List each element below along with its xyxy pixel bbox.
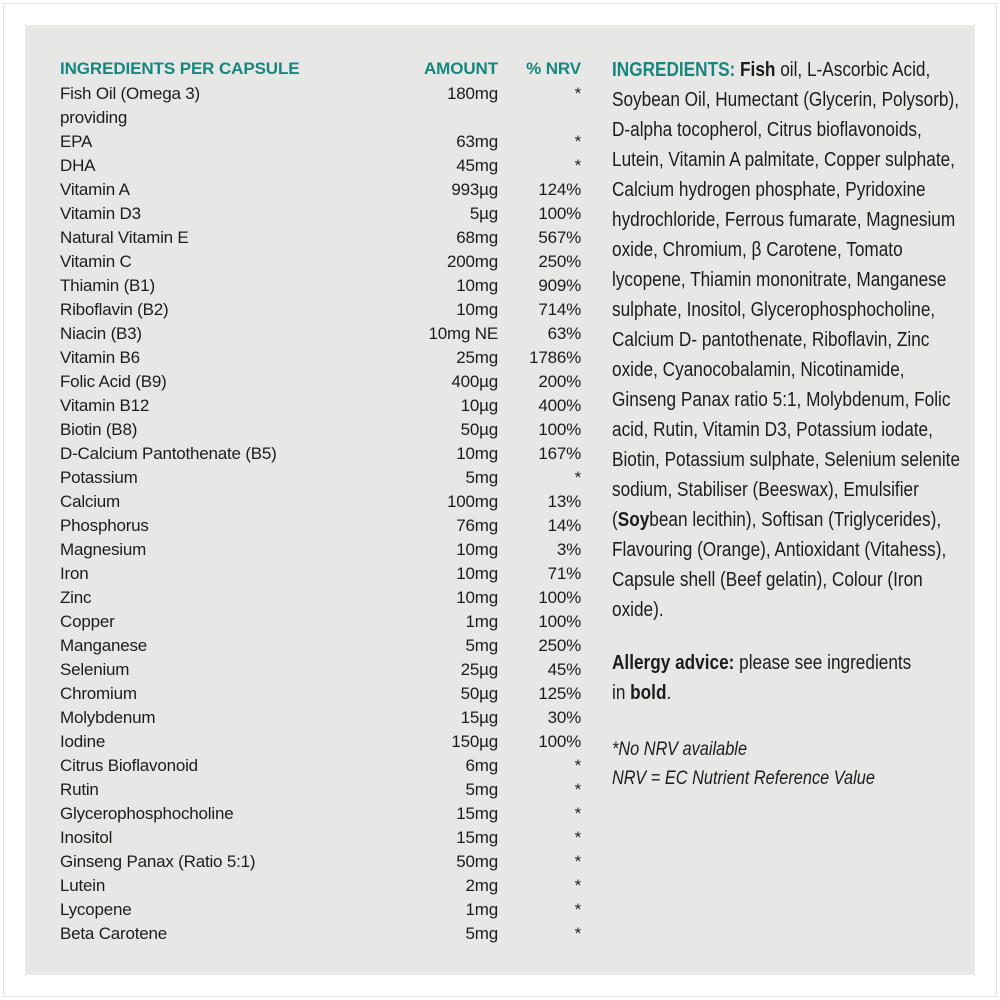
table-row [60, 802, 581, 826]
ingredient-name: Iodine [60, 732, 106, 751]
table-row [60, 298, 581, 322]
ingredients-column [612, 55, 966, 793]
ingredient-name: Inositol [60, 828, 113, 847]
ingredient-name: Fish Oil (Omega 3) [60, 84, 200, 103]
ingredient-name: Vitamin D3 [60, 204, 141, 223]
ingredient-amount: 10mg NE [428, 324, 498, 343]
ingredient-nrv: * [574, 900, 581, 919]
ingredient-name: providing [60, 108, 128, 127]
ingredient-amount [378, 106, 498, 130]
table-row [60, 730, 581, 754]
ingredient-name: Thiamin (B1) [60, 276, 155, 295]
ingredient-name: Lutein [60, 876, 106, 895]
ingredient-amount: 993µg [451, 180, 498, 199]
table-row [60, 178, 581, 202]
ingredient-amount: 50mg [456, 852, 498, 871]
table-row [60, 682, 581, 706]
ingredient-nrv: 167% [538, 444, 581, 463]
ingredient-name: Beta Carotene [60, 924, 168, 943]
ingredient-name: Vitamin B6 [60, 348, 140, 367]
ingredient-amount: 5mg [465, 468, 498, 487]
table-row [60, 442, 581, 466]
ingredient-nrv: * [574, 756, 581, 775]
table-row [60, 466, 581, 490]
ingredient-amount: 15µg [460, 708, 498, 727]
ingredient-name: Potassium [60, 468, 138, 487]
table-row [60, 106, 581, 130]
table-row [60, 706, 581, 730]
ingredient-amount: 5µg [469, 204, 498, 223]
allergy-line1-rest: please see ingredients [734, 652, 912, 674]
ingredient-name: Vitamin B12 [60, 396, 150, 415]
table-row [60, 562, 581, 586]
table-row [60, 418, 581, 442]
ingredients-paragraph [612, 55, 966, 625]
ingredient-name: D-Calcium Pantothenate (B5) [60, 444, 277, 463]
ingredient-amount: 10mg [456, 540, 498, 559]
ingredient-name: Iron [60, 564, 89, 583]
ingredient-name: Lycopene [60, 900, 132, 919]
table-row [60, 274, 581, 298]
ingredient-name: Phosphorus [60, 516, 149, 535]
ingredient-nrv: 63% [547, 324, 581, 343]
table-row [60, 874, 581, 898]
table-row [60, 754, 581, 778]
table-row [60, 922, 581, 946]
ingredient-amount: 10mg [456, 300, 498, 319]
table-row [60, 850, 581, 874]
ingredient-amount: 1mg [465, 612, 498, 631]
ingredient-nrv: 124% [538, 180, 581, 199]
ingredient-amount: 6mg [465, 756, 498, 775]
table-row [60, 154, 581, 178]
ingredient-amount: 10mg [456, 564, 498, 583]
ingredient-amount: 400µg [451, 372, 498, 391]
ingredient-name: Calcium [60, 492, 121, 511]
ingredient-name: Rutin [60, 780, 99, 799]
table-row [60, 322, 581, 346]
ingredient-name: Chromium [60, 684, 137, 703]
ingredient-nrv: * [574, 84, 581, 103]
table-row [60, 586, 581, 610]
ingredient-amount: 50µg [460, 684, 498, 703]
table-row [60, 898, 581, 922]
table-row [60, 394, 581, 418]
column-header-amount: AMOUNT [424, 59, 498, 78]
ingredient-nrv: * [574, 132, 581, 151]
ingredient-nrv: * [574, 828, 581, 847]
ingredient-name: Biotin (B8) [60, 420, 138, 439]
table-body [60, 82, 581, 946]
ingredient-nrv: 1786% [529, 348, 581, 367]
label-panel [25, 25, 975, 975]
ingredient-name: EPA [60, 132, 93, 151]
table-row [60, 538, 581, 562]
ingredient-nrv: * [574, 924, 581, 943]
ingredient-amount: 180mg [447, 84, 498, 103]
ingredient-amount: 25µg [460, 660, 498, 679]
allergy-line2-pre: in [612, 682, 631, 704]
ingredient-nrv: * [574, 852, 581, 871]
ingredients-body-main: oil, L-Ascorbic Acid, Soybean Oil, Humectant (Glycerin, Polysorb), D-alpha tocopherol, Citrus bioflavonoids, Lutein, Vitamin A palmitate, Copper sulphate, Calcium hydrogen phosphate, Pyridoxine hydrochloride, Ferrous fumarate, Magnesium oxide, Chromium, β Carotene, Tomato lycopene, Thiamin mononitrate, Manganese sulphate, Inositol, Glycerophosphocholine, Calcium D- pantothenate, Riboflavin, Zinc oxide, Cyanocobalamin, Nicotinamide, Ginseng Panax ratio 5:1, Molybdenum, Folic acid, Rutin, Vitamin D3, Potassium iodate, Biotin, Potassium sulphate, Selenium selenite sodium, Stabiliser (Beeswax), Emulsifier ( [612, 59, 961, 531]
footnote-nrv-definition: NRV = EC Nutrient Reference Value [612, 768, 875, 789]
ingredients-bold-soy: Soy [617, 509, 650, 531]
table-row [60, 634, 581, 658]
ingredient-nrv: 100% [538, 420, 581, 439]
ingredient-nrv: 71% [547, 564, 581, 583]
allergy-advice [612, 648, 966, 708]
ingredient-nrv: 45% [547, 660, 581, 679]
ingredient-nrv: 714% [538, 300, 581, 319]
ingredient-amount: 5mg [465, 780, 498, 799]
table-row [60, 826, 581, 850]
ingredient-nrv: 567% [538, 228, 581, 247]
ingredient-nrv: 200% [538, 372, 581, 391]
ingredient-name: Citrus Bioflavonoid [60, 756, 198, 775]
ingredient-name: Niacin (B3) [60, 324, 142, 343]
table-row [60, 370, 581, 394]
table-row [60, 250, 581, 274]
ingredient-nrv: 3% [556, 540, 581, 559]
ingredient-amount: 1mg [465, 900, 498, 919]
ingredient-amount: 25mg [456, 348, 498, 367]
ingredient-amount: 10mg [456, 588, 498, 607]
ingredient-nrv: 100% [538, 612, 581, 631]
table-row [60, 346, 581, 370]
ingredient-amount: 50µg [460, 420, 498, 439]
table-row [60, 490, 581, 514]
ingredient-name: Ginseng Panax (Ratio 5:1) [60, 852, 256, 871]
ingredient-name: Magnesium [60, 540, 147, 559]
column-header-nrv: % NRV [526, 59, 581, 78]
ingredient-nrv: 100% [538, 732, 581, 751]
allergy-line2-bold: bold [630, 682, 667, 704]
ingredient-amount: 10mg [456, 276, 498, 295]
supplement-table [60, 56, 581, 946]
ingredient-amount: 15mg [456, 828, 498, 847]
ingredient-name: Glycerophosphocholine [60, 804, 234, 823]
table-row [60, 82, 581, 106]
ingredient-nrv: 30% [547, 708, 581, 727]
ingredient-amount: 2mg [465, 876, 498, 895]
ingredient-amount: 200mg [447, 252, 498, 271]
ingredient-amount: 45mg [456, 156, 498, 175]
table-row [60, 130, 581, 154]
ingredient-amount: 150µg [451, 732, 498, 751]
ingredient-amount: 76mg [456, 516, 498, 535]
ingredient-nrv: * [574, 156, 581, 175]
table-row [60, 658, 581, 682]
table-row [60, 202, 581, 226]
ingredient-nrv: 100% [538, 204, 581, 223]
ingredient-nrv: * [574, 468, 581, 487]
ingredient-nrv: 13% [547, 492, 581, 511]
ingredient-amount: 68mg [456, 228, 498, 247]
footnote-no-nrv: *No NRV available [612, 739, 748, 760]
ingredient-nrv: * [574, 780, 581, 799]
ingredient-name: Selenium [60, 660, 130, 679]
table-row [60, 610, 581, 634]
ingredients-bold-fish: Fish [735, 59, 776, 81]
ingredient-amount: 5mg [465, 636, 498, 655]
ingredient-nrv: 250% [538, 252, 581, 271]
allergy-label: Allergy advice: [612, 652, 735, 674]
ingredient-nrv: * [574, 804, 581, 823]
ingredient-amount: 15mg [456, 804, 498, 823]
ingredient-name: Vitamin C [60, 252, 132, 271]
ingredient-amount: 10µg [460, 396, 498, 415]
ingredient-nrv: 14% [547, 516, 581, 535]
ingredient-amount: 10mg [456, 444, 498, 463]
ingredient-name: Natural Vitamin E [60, 228, 189, 247]
ingredient-nrv: 400% [538, 396, 581, 415]
table-row [60, 226, 581, 250]
footnotes [612, 735, 966, 793]
column-header-ingredients: INGREDIENTS PER CAPSULE [60, 59, 300, 78]
ingredient-name: Folic Acid (B9) [60, 372, 167, 391]
ingredient-nrv: 100% [538, 588, 581, 607]
ingredient-name: Molybdenum [60, 708, 156, 727]
ingredient-nrv: 125% [538, 684, 581, 703]
ingredients-body-tail: bean lecithin), Softisan (Triglycerides), Flavouring (Orange), Antioxidant (Vitahess), Capsule shell (Beef gelatin), Colour (Iron oxide). [612, 509, 947, 621]
table-row [60, 778, 581, 802]
ingredient-amount: 63mg [456, 132, 498, 151]
table-row [60, 514, 581, 538]
ingredient-name: Riboflavin (B2) [60, 300, 169, 319]
ingredient-name: Copper [60, 612, 115, 631]
ingredient-nrv: * [574, 876, 581, 895]
ingredients-label: INGREDIENTS: [612, 59, 736, 81]
ingredient-amount: 5mg [465, 924, 498, 943]
ingredient-name: Manganese [60, 636, 148, 655]
ingredient-name: DHA [60, 156, 96, 175]
ingredient-name: Vitamin A [60, 180, 130, 199]
ingredient-nrv: 250% [538, 636, 581, 655]
table-header-row [60, 56, 581, 82]
allergy-line2-post: . [666, 682, 672, 704]
ingredient-name: Zinc [60, 588, 92, 607]
ingredient-nrv [498, 106, 581, 130]
ingredient-nrv: 909% [538, 276, 581, 295]
ingredient-amount: 100mg [447, 492, 498, 511]
